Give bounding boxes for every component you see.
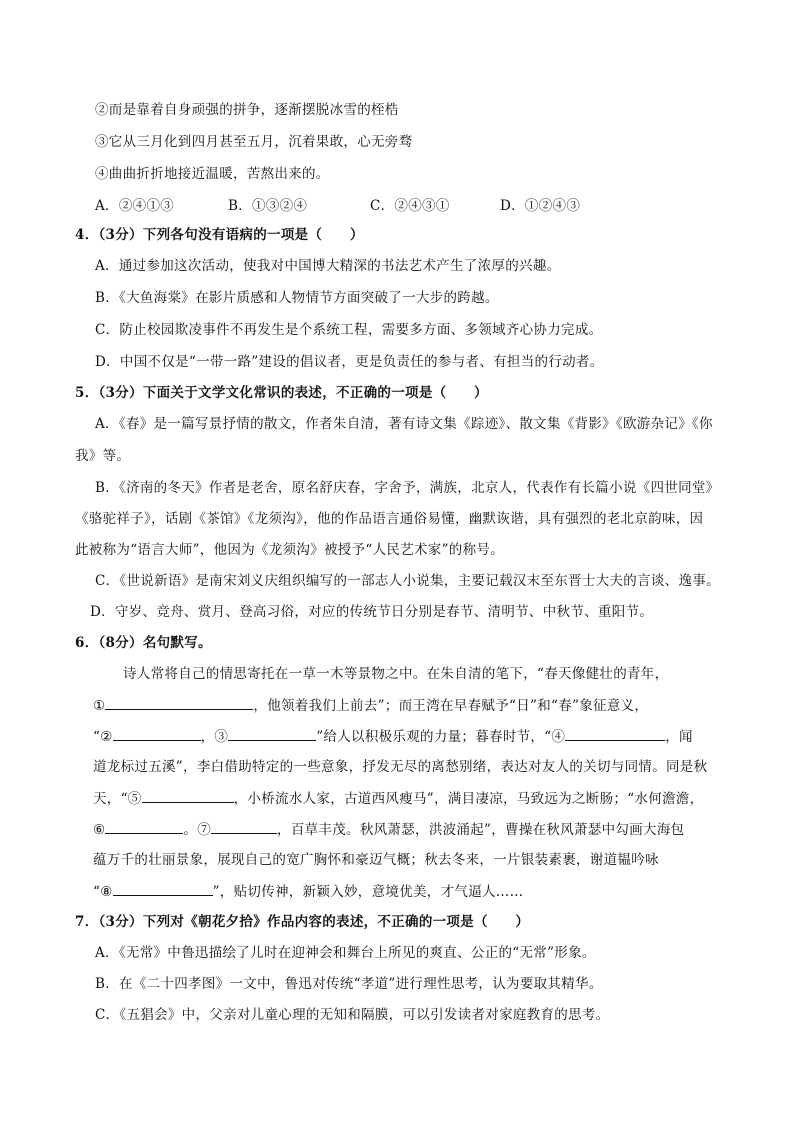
- q5-option-a-line2: 我》等。: [75, 448, 131, 464]
- q7-option-a: A．《无常》中鲁迅描绘了儿时在迎神会和舞台上所见的爽直、公正的“无常”形象。: [95, 945, 596, 961]
- q4-option-b: B．《大鱼海棠》在影片质感和人物情节方面突破了一大步的跨越。: [95, 290, 499, 306]
- q6-stem: 6．（8分）名句默写。: [75, 635, 212, 651]
- q3-option-a: A．②④①③: [95, 198, 175, 214]
- q6-blank-5-label: 天，“⑤: [93, 791, 142, 807]
- q4-option-a: A．通过参加这次活动，使我对中国博大精深的书法艺术产生了浓厚的兴趣。: [95, 258, 561, 274]
- q6-blank-7-label: 。⑦: [183, 822, 212, 838]
- q5-option-a-line1: A．《春》是一篇写景抒情的散文，作者朱自清，著有诗文集《踪迹》、散文集《背影》《欧游杂记》《你: [95, 416, 713, 432]
- q6-line-5-text: ，小桥流水人家，古道西风瘦马”，满目凄凉，马致远为之断肠；“水何澹澹，: [233, 791, 704, 807]
- q6-blank-1-label: ①: [93, 698, 106, 714]
- q6-blank-1[interactable]: [105, 695, 253, 710]
- q6-blank-3[interactable]: [228, 726, 316, 741]
- q6-line-3: [93, 726, 693, 747]
- q6-line-1: 诗人常将自己的情思寄托在一草一木等景物之中。在朱自清的笔下，“春天像健壮的青年，: [123, 666, 669, 682]
- q6-blank-7[interactable]: [211, 819, 277, 834]
- q6-blank-8-label: “⑧: [93, 884, 113, 900]
- q6-line-4: 道龙标过五溪”，李白借助特定的一些意象，抒发无尽的离愁别绪，表达对友人的关切与同情。同是秋: [93, 759, 708, 775]
- q6-line-3-end: ，闻: [665, 729, 693, 745]
- q7-stem: 7．（3分）下列对《朝花夕拾》作品内容的表述，不正确的一项是（ ）: [75, 914, 530, 930]
- q6-line-5: [93, 788, 703, 809]
- q6-line-8: [93, 881, 523, 902]
- q6-line-2-text: ，他领着我们上前去”；而王湾在早春赋予“日”和“春”象征意义，: [253, 698, 649, 714]
- q6-blank-4-label: ”给人以积极乐观的力量；暮春时节，“④: [316, 729, 566, 745]
- q5-option-b-line2: 《骆驼祥子》，话剧《茶馆》《龙须沟》，他的作品语言通俗易懂，幽默诙谐，具有强烈的老北京韵味，因: [75, 511, 704, 527]
- q7-option-c: C．《五猖会》中，父亲对儿童心理的无知和隔膜，可以引发读者对家庭教育的思考。: [95, 1007, 610, 1023]
- q6-blank-3-label: ，③: [200, 729, 229, 745]
- q6-line-6-text: ，百草丰茂。秋风萧瑟，洪波涌起”，曹操在秋风萧瑟中勾画大海包: [277, 822, 685, 838]
- q5-option-b-line1: B．《济南的冬天》作者是老舍，原名舒庆春，字舍予，满族，北京人，代表作有长篇小说《四世同堂》: [95, 480, 720, 496]
- q3-option-d: D．①②④③: [500, 198, 581, 214]
- q6-blank-5[interactable]: [142, 788, 234, 803]
- q6-blank-4[interactable]: [565, 726, 665, 741]
- q6-line-2: [93, 695, 648, 716]
- q6-blank-2-label: “②: [93, 729, 113, 745]
- q7-option-b: B．在《二十四孝图》一文中，鲁迅对传统“孝道”进行理性思考，认为要取其精华。: [95, 976, 603, 992]
- q3-option-c: C．②④③①: [370, 198, 450, 214]
- q3-line-2: ②而是靠着自身顽强的拼争，逐渐摆脱冰雪的桎梏: [95, 102, 399, 118]
- q6-blank-6-label: ⑥: [93, 822, 106, 838]
- q6-blank-6[interactable]: [105, 819, 183, 834]
- q3-line-3: ③它从三月化到四月甚至五月，沉着果敢，心无旁骛: [95, 134, 413, 150]
- q4-stem: 4．（3分）下列各句没有语病的一项是（ ）: [75, 227, 364, 243]
- q6-line-7: 蕴万千的壮丽景象，展现自己的宽广胸怀和豪迈气概；秋去冬来，一片银装素裹，谢道韫吟咏: [93, 852, 659, 868]
- q6-line-6: [93, 819, 684, 840]
- q5-stem: 5．（3分）下面关于文学文化常识的表述，不正确的一项是（ ）: [75, 385, 488, 401]
- q5-option-b-line3: 此被称为“语言大师”，他因为《龙须沟》被授予“人民艺术家”的称号。: [75, 542, 505, 558]
- q6-line-8-text: ”，贴切传神，新颖入妙，意境优美，才气逼人……: [212, 884, 524, 900]
- q6-blank-2[interactable]: [113, 726, 201, 741]
- q6-blank-8[interactable]: [113, 881, 213, 896]
- q3-option-b: B．①③②④: [228, 198, 308, 214]
- q5-option-d: D．守岁、竞舟、赏月、登高习俗，对应的传统节日分别是春节、清明节、中秋节、重阳节。: [90, 604, 654, 620]
- q4-option-c: C．防止校园欺凌事件不再发生是个系统工程，需要多方面、多领域齐心协力完成。: [95, 322, 603, 338]
- q5-option-c: C．《世说新语》是南宋刘义庆组织编写的一部志人小说集，主要记载汉末至东晋士大夫的言谈、逸事。: [95, 573, 720, 589]
- q3-line-4: ④曲曲折折地接近温暖，苦熬出来的。: [95, 166, 330, 182]
- q4-option-d: D．中国不仅是“一带一路”建设的倡议者，更是负责任的参与者、有担当的行动者。: [95, 354, 604, 370]
